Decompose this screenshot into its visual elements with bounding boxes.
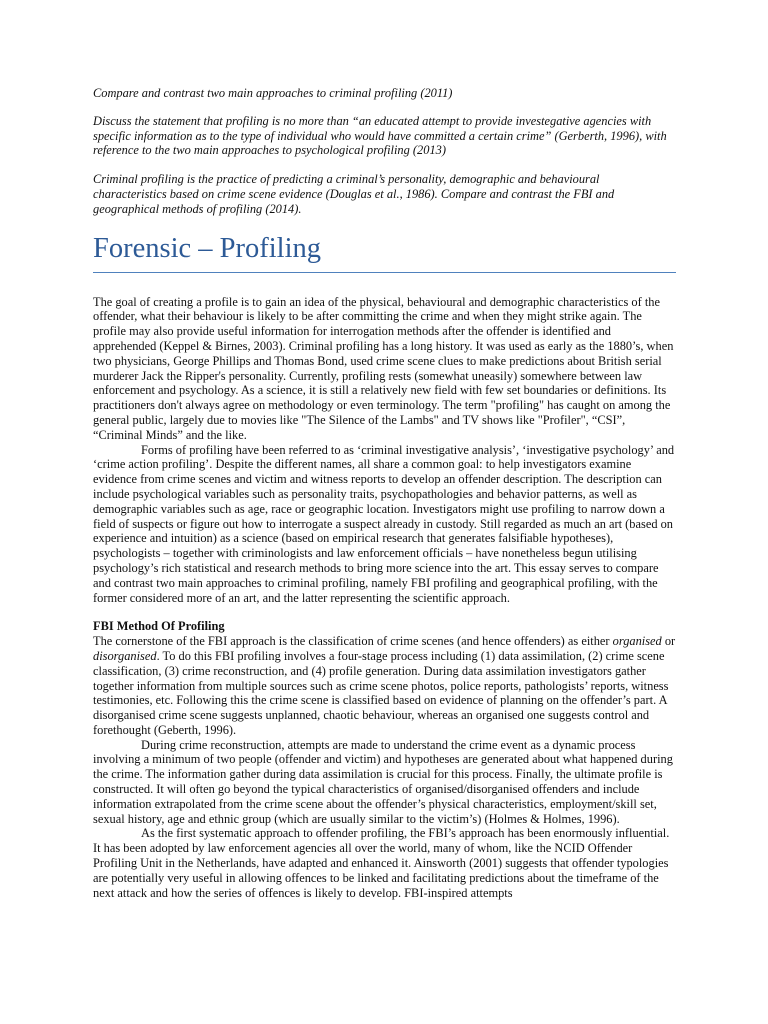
fbi-p1-lead-text: The cornerstone of the FBI approach is the classification of crime scenes (and hence offenders) as either bbox=[93, 634, 613, 649]
essay-prompt-2011: Compare and contrast two main approaches to criminal profiling (2011) bbox=[93, 86, 453, 100]
essay-prompt-2013: Discuss the statement that profiling is no more than “an educated attempt to provide investegative agencies with specific information as to the type of individual who would have committed a certain crime” (Gerberth, 1996), with reference to the two main approaches to psychological profiling (2013) bbox=[93, 113, 667, 158]
fbi-p1-rest-text: . To do this FBI profiling involves a four-stage process including (1) data assimilation, (2) crime scene classification, (3) crime reconstruction, and (4) profile generation. During data assimilation investigators gather together information from multiple sources such as crime scene photos, police reports, pathologists’ reports, witness testimonies, etc. Following this the crime scene is classified based on evidence of planning on the offender’s part. A disorganised crime scene suggests unplanned, chaotic behaviour, whereas an organised one suggests control and forethought (Geberth, 1996). bbox=[93, 648, 669, 737]
fbi-paragraph-2: During crime reconstruction, attempts are made to understand the crime event as a dynamic process involving a minimum of two people (offender and victim) and hypotheses are generated about what happened during the crime. The information gather during data assimilation is crucial for this process. Finally, the ultimate profile is constructed. It will often go beyond the typical characteristics of organised/disorganised offenders and include information extrapolated from the crime scene about the offender’s physical characteristics, employment/skill set, sexual history, age and ethnic group (which are usually similar to the victim’s) (Holmes & Holmes, 1996). bbox=[93, 737, 673, 826]
intro-paragraph-2: Forms of profiling have been referred to as ‘criminal investigative analysis’, ‘investigative psychology’ and ‘crime action profiling’. Despite the different names, all share a common goal: to help investigators examine evidence from crime scenes and victim and witness reports to develop an offender description. The description can include psychological variables such as personality traits, psychopathologies and behavior patterns, as well as demographic variables such as age, race or geographic location. Investigators might use profiling to narrow down a field of suspects or figure out how to interrogate a suspect already in custody. Still regarded as much an art (based on experience and intuition) as a science (based on empirical research that generates falsifiable hypotheses), psychologists – together with criminologists and law enforcement officials – have nonetheless begun utilising psychology’s rich statistical and research methods to bring more science into the art. This essay serves to compare and contrast two main approaches to criminal profiling, namely FBI profiling and geographical profiling, with the former considered more of an art, and the latter representing the scientific approach. bbox=[93, 442, 675, 605]
fbi-paragraph-3: As the first systematic approach to offender profiling, the FBI’s approach has been enormously influential. It has been adopted by law enforcement agencies all over the world, many of whom, like the NCID Offender Profiling Unit in the Netherlands, have adapted and enhanced it. Ainsworth (2001) suggests that offender typologies are potentially very useful in allowing offences to be linked and facilitating predictions about the timeframe of the next attack and how the series of offences is likely to develop. FBI-inspired attempts bbox=[93, 826, 670, 900]
term-organised: organised bbox=[612, 634, 662, 649]
essay-prompt-2014: Criminal profiling is the practice of predicting a criminal’s personality, demographic and behavioural characteristics based on crime scene evidence (Douglas et al., 1986). Compare and contrast the FBI and geographical methods of profiling (2014). bbox=[93, 172, 615, 216]
fbi-section-heading: FBI Method Of Profiling bbox=[93, 619, 225, 634]
intro-paragraph-1: The goal of creating a profile is to gain an idea of the physical, behavioural and demographic characteristics of the offender, what their behaviour is likely to be after committing the crime and when they might strike again. The profile may also provide useful information for interrogation methods after the offender is identified and apprehended (Keppel & Birnes, 2003). Criminal profiling has a long history. It was used as early as the 1880’s, when two physicians, George Phillips and Thomas Bond, used crime scene clues to make predictions about British serial murderer Jack the Ripper's personality. Currently, profiling rests (somewhat uneasily) somewhere between law enforcement and psychology. As a science, it is still a relatively new field with few set boundaries or definitions. Its practitioners don't always agree on methodology or even terminology. The term "profiling" has caught on among the general public, largely due to movies like "The Silence of the Lambs" and TV shows like "Profiler", “CSI”, “Criminal Minds” and the like. bbox=[93, 294, 674, 442]
document-title: Forensic – Profiling bbox=[93, 232, 676, 273]
fbi-paragraph-1 bbox=[93, 634, 676, 738]
fbi-p1-or-text: or bbox=[661, 634, 676, 649]
term-disorganised: disorganised bbox=[93, 648, 157, 663]
